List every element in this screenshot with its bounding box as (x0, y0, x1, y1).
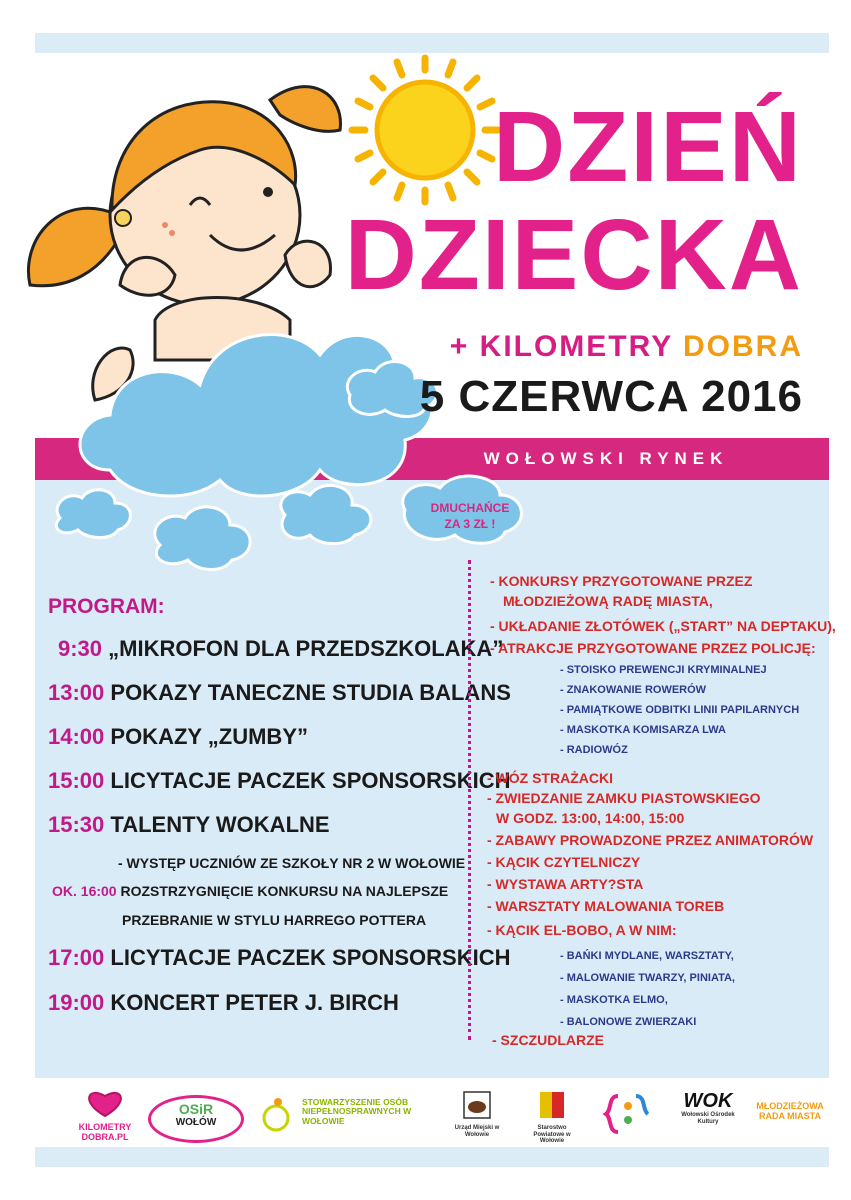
activity-item: - WYSTAWA ARTY?STA (487, 876, 644, 892)
program-subitem: - WYSTĘP UCZNIÓW ZE SZKOŁY NR 2 W WOŁOWIE (118, 855, 466, 871)
program-item (48, 990, 399, 1016)
mrm-line-1: MŁODZIEŻOWA (756, 1101, 824, 1111)
activity-item: - ZABAWY PROWADZONE PRZEZ ANIMATORÓW (487, 832, 814, 848)
kilometry-dobra-logo (70, 1088, 140, 1143)
heart-icon (70, 1088, 140, 1118)
urzad-logo (452, 1090, 502, 1138)
activity-subitem: - RADIOWÓZ (560, 744, 628, 756)
osir-logo (148, 1095, 244, 1143)
program-item (58, 636, 503, 662)
activity-item: - UKŁADANIE ZŁOTÓWEK („START” NA DEPTAKU), (490, 618, 836, 634)
program-item (48, 680, 511, 706)
brackets-logo-icon (602, 1092, 652, 1136)
program-item (48, 945, 511, 971)
activity-item: - KĄCIK CZYTELNICZY (487, 854, 641, 870)
program-subitem (52, 883, 448, 899)
wok-logo (678, 1090, 738, 1125)
activity-subitem: - ZNAKOWANIE ROWERÓW (560, 684, 707, 696)
subtitle (450, 330, 803, 364)
bubble-line-2: ZA 3 ZŁ ! (444, 517, 496, 531)
wheelchair-icon (258, 1096, 298, 1132)
activity-item: - ATRAKCJE PRZYGOTOWANE PRZEZ POLICJĘ: (490, 640, 816, 656)
activity-item: - WARSZTATY MALOWANIA TOREB (487, 898, 725, 914)
program-time: 19:00 (48, 990, 105, 1015)
activity-subitem: - MASKOTKA KOMISARZA LWA (560, 724, 727, 736)
venue-label: WOŁOWSKI RYNEK (483, 449, 729, 468)
program-heading: PROGRAM: (48, 595, 165, 618)
program-time: 14:00 (48, 724, 105, 749)
program-text: KONCERT PETER J. BIRCH (104, 990, 399, 1015)
program-time: 17:00 (48, 945, 105, 970)
starostwo-logo (522, 1090, 582, 1145)
program-text: ROZSTRZYGNIĘCIE KONKURSU NA NAJLEPSZE (116, 883, 449, 899)
activity-item: - KĄCIK EL-BOBO, A W NIM: (487, 922, 677, 938)
program-time: 9:30 (58, 636, 103, 661)
mrm-line-2: RADA MIASTA (759, 1110, 821, 1121)
stowarzyszenie-text: STOWARZYSZENIE OSÓB NIEPEŁNOSPRAWNYCH W WOŁOWIE (302, 1097, 412, 1126)
starostwo-text: Starostwo Powiatowe w Wołowie (533, 1125, 571, 1145)
activity-item: MŁODZIEŻOWĄ RADĘ MIASTA, (503, 593, 713, 609)
program-text: POKAZY „ZUMBY” (104, 724, 308, 749)
wok-sub-text: Wołowski Ośrodek Kultury (681, 1112, 735, 1125)
program-time: OK. 16:00 (52, 883, 117, 899)
county-crest-icon (522, 1090, 582, 1120)
kilometry-dobra-text: KILOMETRY DOBRA.PL (78, 1122, 132, 1142)
activity-subitem: - STOISKO PREWENCJI KRYMINALNEJ (560, 664, 767, 676)
bottom-band (35, 1147, 829, 1167)
column-divider (468, 560, 471, 1040)
program-subitem: PRZEBRANIE W STYLU HARREGO POTTERA (122, 912, 427, 928)
title-line-1: DZIEŃ (493, 91, 803, 203)
ox-crest-icon (452, 1090, 502, 1120)
activity-subitem: - MASKOTKA ELMO, (560, 994, 668, 1006)
program-time: 15:00 (48, 768, 105, 793)
program-time: 13:00 (48, 680, 105, 705)
wok-text: WOK (683, 1090, 733, 1112)
bubble-line-1: DMUCHAŃCE (430, 501, 510, 515)
activity-subitem: - BALONOWE ZWIERZAKI (560, 1016, 697, 1028)
subtitle-highlight: DOBRA (683, 330, 803, 363)
program-text: TALENTY WOKALNE (104, 812, 330, 837)
urzad-text: Urząd Miejski w Wołowie (454, 1125, 500, 1138)
activity-subitem: - BAŃKI MYDLANE, WARSZTATY, (560, 950, 734, 962)
activity-item: - SZCZUDLARZE (492, 1032, 604, 1048)
program-text: LICYTACJE PACZEK SPONSORSKICH (104, 768, 511, 793)
activity-subitem: - PAMIĄTKOWE ODBITKI LINII PAPILARNYCH (560, 704, 800, 716)
osir-sub-text: WOŁÓW (175, 1117, 217, 1129)
bounce-castle-note (410, 500, 530, 532)
activity-item: - KONKURSY PRZYGOTOWANE PRZEZ (490, 573, 753, 589)
event-date: 5 CZERWCA 2016 (419, 372, 803, 421)
activity-subitem: - MALOWANIE TWARZY, PINIATA, (560, 972, 735, 984)
sun-icon (352, 58, 498, 202)
program-text: „MIKROFON DLA PRZEDSZKOLAKA” (102, 636, 504, 661)
mrm-logo (750, 1102, 830, 1122)
activity-item: - WÓZ STRAŻACKI (487, 770, 613, 786)
subtitle-prefix: + KILOMETRY (449, 330, 683, 363)
program-time: 15:30 (48, 812, 105, 837)
activity-item: - ZWIEDZANIE ZAMKU PIASTOWSKIEGO (487, 790, 761, 806)
program-item (48, 724, 308, 750)
program-text: POKAZY TANECZNE STUDIA BALANS (104, 680, 511, 705)
activity-item: W GODZ. 13:00, 14:00, 15:00 (496, 810, 685, 826)
program-item (48, 768, 511, 794)
osir-text: OSiR (178, 1101, 214, 1117)
program-text: LICYTACJE PACZEK SPONSORSKICH (104, 945, 511, 970)
title-line-2: DZIECKA (344, 199, 803, 311)
program-item (48, 812, 330, 838)
